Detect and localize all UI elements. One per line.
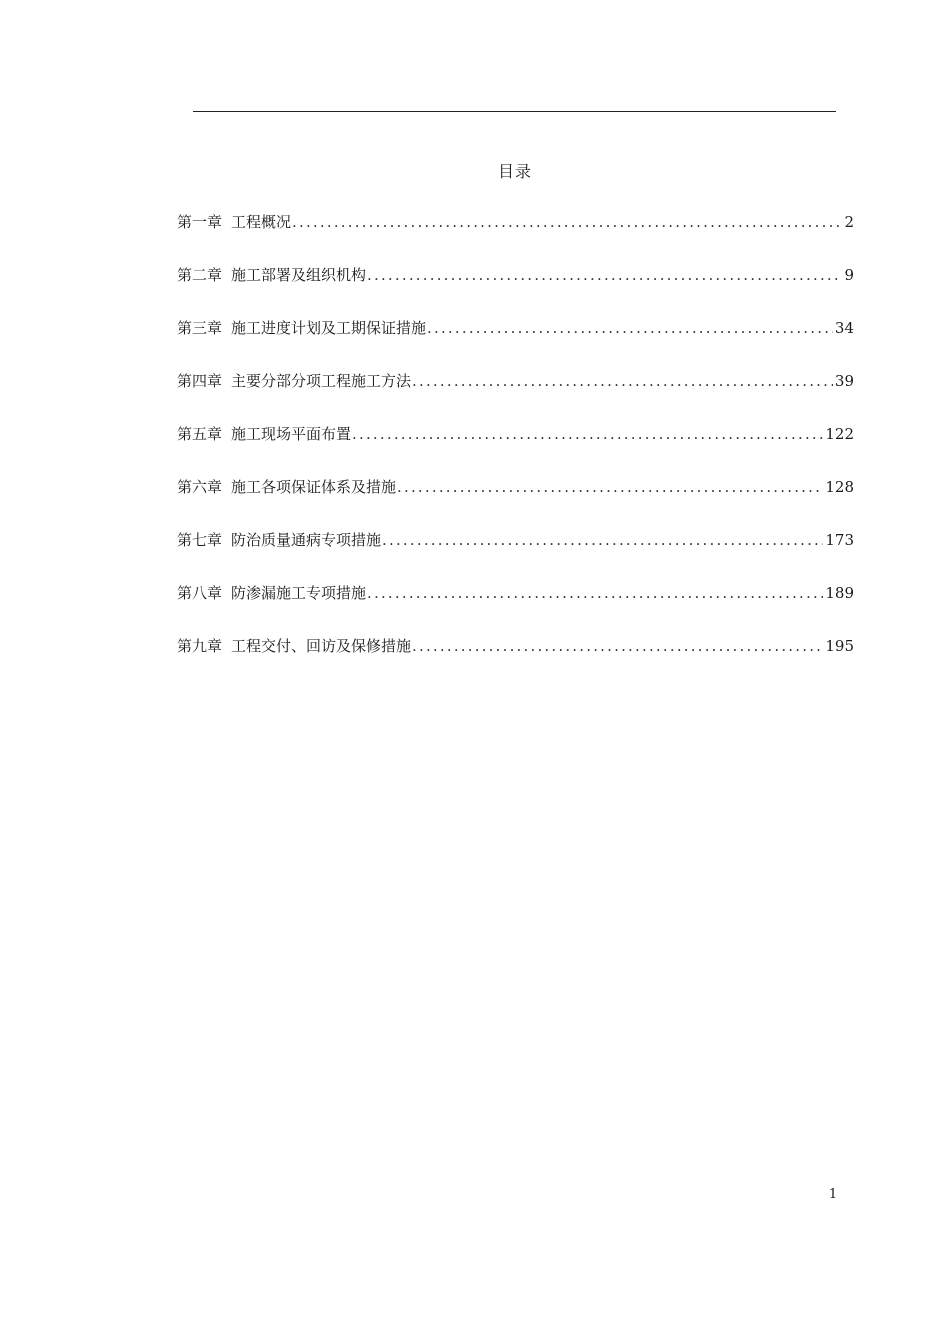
toc-entry[interactable] (177, 210, 854, 263)
chapter-title: 防治质量通病专项措施 (231, 531, 382, 549)
dot-leader (367, 263, 842, 287)
toc-entry[interactable] (177, 316, 854, 369)
chapter-title: 工程概况 (231, 213, 292, 231)
chapter-page: 9 (844, 266, 854, 284)
chapter-title: 施工部署及组织机构 (231, 266, 367, 284)
chapter-page: 195 (825, 637, 854, 655)
dot-leader (352, 422, 823, 446)
chapter-number: 第一章 (177, 213, 223, 231)
toc-entry[interactable] (177, 634, 854, 687)
chapter-number: 第六章 (177, 478, 223, 496)
header-rule (193, 111, 836, 112)
toc-entry[interactable] (177, 422, 854, 475)
chapter-number: 第九章 (177, 637, 223, 655)
chapter-title: 工程交付、回访及保修措施 (231, 637, 412, 655)
toc-entry[interactable] (177, 475, 854, 528)
chapter-title: 施工各项保证体系及措施 (231, 478, 397, 496)
chapter-number: 第三章 (177, 319, 223, 337)
chapter-number: 第八章 (177, 584, 223, 602)
toc-entry[interactable] (177, 528, 854, 581)
toc-entry[interactable] (177, 263, 854, 316)
chapter-title: 防渗漏施工专项措施 (231, 584, 367, 602)
dot-leader (292, 210, 842, 234)
chapter-title: 施工进度计划及工期保证措施 (231, 319, 427, 337)
chapter-page: 2 (844, 213, 854, 231)
chapter-number: 第五章 (177, 425, 223, 443)
chapter-number: 第七章 (177, 531, 223, 549)
table-of-contents (177, 210, 854, 687)
chapter-page: 34 (834, 319, 854, 337)
dot-leader (412, 369, 833, 393)
toc-entry[interactable] (177, 581, 854, 634)
chapter-page: 39 (834, 372, 854, 390)
dot-leader (367, 581, 823, 605)
chapter-number: 第四章 (177, 372, 223, 390)
chapter-title: 施工现场平面布置 (231, 425, 352, 443)
dot-leader (382, 528, 823, 552)
dot-leader (427, 316, 833, 340)
chapter-page: 173 (825, 531, 854, 549)
chapter-page: 122 (825, 425, 854, 443)
dot-leader (397, 475, 823, 499)
dot-leader (412, 634, 823, 658)
toc-title: 目录 (497, 162, 532, 181)
chapter-page: 189 (825, 584, 854, 602)
toc-entry[interactable] (177, 369, 854, 422)
chapter-number: 第二章 (177, 266, 223, 284)
chapter-page: 128 (825, 478, 854, 496)
page-number: 1 (828, 1187, 838, 1202)
chapter-title: 主要分部分项工程施工方法 (231, 372, 412, 390)
